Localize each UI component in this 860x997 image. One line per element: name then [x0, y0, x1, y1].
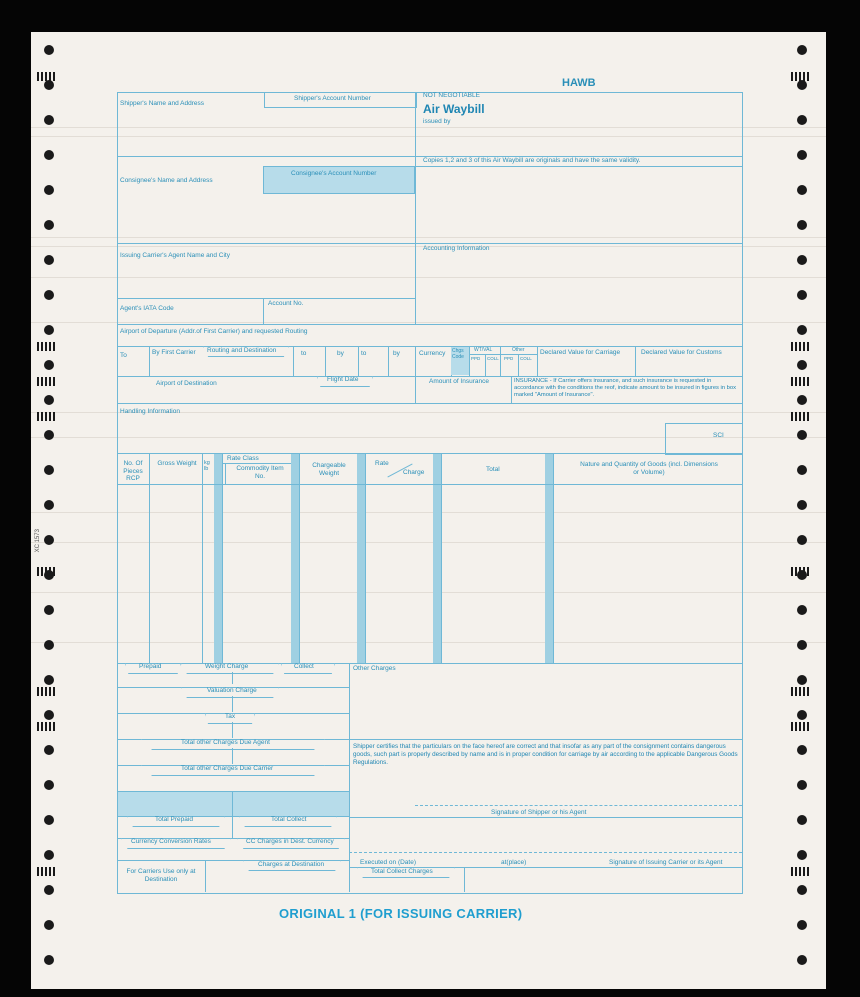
- cc-charges-label: CC Charges in Dest. Currency: [246, 838, 334, 845]
- perforation-slot: [37, 867, 57, 876]
- perforation-hole: [797, 360, 807, 370]
- ppd-2-label: PPD: [504, 356, 514, 361]
- nature-goods-header: Nature and Quantity of Goods (incl. Dimensions or Volume): [580, 461, 718, 476]
- perforation-slot: [791, 342, 811, 351]
- shaded-total-box: [118, 792, 349, 816]
- commodity-header: Commodity Item No.: [236, 465, 284, 480]
- perforation-hole: [44, 710, 54, 720]
- agent-account-label: Account No.: [268, 300, 304, 307]
- perforation-hole: [44, 675, 54, 685]
- perforation-hole: [797, 150, 807, 160]
- perforation-hole: [797, 220, 807, 230]
- currency-label: Currency: [419, 350, 446, 357]
- rate-header: Rate: [375, 460, 389, 467]
- perforation-hole: [797, 850, 807, 860]
- perforation-hole: [797, 430, 807, 440]
- consignee-account-label: Consignee's Account Number: [291, 170, 377, 177]
- perforation-slot: [37, 377, 57, 386]
- perforation-slot: [791, 687, 811, 696]
- consignee-name-label: Consignee's Name and Address: [120, 177, 213, 184]
- by-2-label: by: [337, 350, 344, 357]
- chgs-code-label: Chgs Code: [452, 348, 464, 360]
- flight-date-label: Flight Date: [327, 376, 359, 383]
- perforation-hole: [797, 955, 807, 965]
- agent-iata-label: Agent's IATA Code: [120, 305, 174, 312]
- perforation-hole: [797, 500, 807, 510]
- prepaid-label: Prepaid: [139, 663, 162, 670]
- perforation-hole: [797, 290, 807, 300]
- perforation-hole: [797, 885, 807, 895]
- perforation-hole: [44, 535, 54, 545]
- perforation-slot: [37, 72, 57, 81]
- to-3-label: to: [361, 350, 367, 357]
- perforation-hole: [797, 605, 807, 615]
- accounting-label: Accounting Information: [423, 245, 490, 252]
- chargeable-weight-header: Chargeable Weight: [312, 462, 346, 477]
- departure-label: Airport of Departure (Addr.of First Carrier) and requested Routing: [120, 328, 308, 335]
- perforation-hole: [797, 710, 807, 720]
- not-negotiable-label: NOT NEGOTIABLE: [423, 92, 480, 99]
- hawb-label: HAWB: [562, 77, 596, 89]
- gross-weight-header: Gross Weight: [157, 460, 197, 467]
- kg-lb-header: kg lb: [204, 460, 210, 472]
- coll-2-label: COLL: [520, 356, 532, 361]
- perforation-hole: [44, 220, 54, 230]
- perforation-slot: [37, 722, 57, 731]
- perforation-slot: [791, 412, 811, 421]
- shipper-account-label: Shipper's Account Number: [294, 95, 371, 102]
- perforation-hole: [44, 780, 54, 790]
- perforation-hole: [44, 150, 54, 160]
- perforation-hole: [797, 920, 807, 930]
- perforation-hole: [797, 325, 807, 335]
- charges-destination-label: Charges at Destination: [258, 861, 325, 868]
- executed-on-label: Executed on (Date): [360, 859, 417, 866]
- perforation-hole: [44, 325, 54, 335]
- perforation-slot: [37, 412, 57, 421]
- perforation-hole: [797, 255, 807, 265]
- total-header: Total: [486, 466, 500, 473]
- for-carriers-label: For Carriers Use only at Destination: [126, 868, 196, 883]
- wt-val-label: WT/VAL: [474, 347, 493, 353]
- perforation-hole: [797, 745, 807, 755]
- at-place-label: at(place): [501, 859, 527, 866]
- perforation-hole: [44, 500, 54, 510]
- perforation-hole: [797, 45, 807, 55]
- declared-customs-label: Declared Value for Customs: [641, 349, 722, 356]
- perforation-hole: [797, 185, 807, 195]
- perforation-slot: [37, 567, 57, 576]
- perforation-slot: [791, 867, 811, 876]
- other-label: Other: [512, 347, 525, 353]
- perforation-hole: [797, 465, 807, 475]
- perforation-hole: [44, 395, 54, 405]
- collect-label: Collect: [294, 663, 314, 670]
- tax-label: Tax: [225, 713, 236, 720]
- perforation-hole: [797, 115, 807, 125]
- original-copy-label: ORIGINAL 1 (FOR ISSUING CARRIER): [279, 906, 523, 921]
- perforation-hole: [44, 815, 54, 825]
- total-other-agent-label: Total other Charges Due Agent: [181, 739, 270, 746]
- perforation-hole: [797, 535, 807, 545]
- perforation-hole: [797, 675, 807, 685]
- perforation-slot: [791, 722, 811, 731]
- perforation-hole: [44, 955, 54, 965]
- perforation-hole: [44, 290, 54, 300]
- form-code: XC 1573: [34, 529, 41, 553]
- to-label: To: [120, 352, 127, 359]
- issued-by-label: issued by: [423, 118, 451, 125]
- perforation-hole: [44, 80, 54, 90]
- shipper-name-label: Shipper's Name and Address: [120, 100, 204, 107]
- air-waybill-title: Air Waybill: [423, 102, 485, 116]
- perforation-hole: [44, 255, 54, 265]
- signature-shipper-label: Signature of Shipper or his Agent: [491, 809, 587, 816]
- perforation-slot: [37, 342, 57, 351]
- weight-charge-label: Weight Charge: [205, 663, 249, 670]
- perforation-hole: [797, 815, 807, 825]
- perforation-hole: [44, 745, 54, 755]
- perforation-hole: [44, 430, 54, 440]
- rate-class-header: Rate Class: [227, 455, 259, 462]
- amount-insurance-label: Amount of Insurance: [429, 378, 489, 385]
- to-2-label: to: [301, 350, 307, 357]
- perforation-hole: [797, 640, 807, 650]
- routing-destination-label: Routing and Destination: [207, 347, 277, 354]
- perforation-hole: [44, 185, 54, 195]
- total-other-carrier-label: Total other Charges Due Carrier: [181, 765, 274, 772]
- charge-header: Charge: [403, 469, 425, 476]
- coll-1-label: COLL: [487, 356, 499, 361]
- ppd-1-label: PPD: [471, 356, 481, 361]
- other-charges-label: Other Charges: [353, 665, 396, 672]
- perforation-hole: [44, 465, 54, 475]
- declared-carriage-label: Declared Value for Carriage: [540, 349, 621, 356]
- perforation-hole: [44, 920, 54, 930]
- perforation-slot: [791, 377, 811, 386]
- valuation-charge-label: Valuation Charge: [207, 687, 257, 694]
- total-collect-label: Total Collect: [271, 816, 307, 823]
- perforation-hole: [44, 45, 54, 55]
- first-carrier-label: By First Carrier: [152, 349, 196, 356]
- signature-carrier-label: Signature of Issuing Carrier or its Agent: [609, 859, 723, 866]
- airport-destination-label: Airport of Destination: [156, 380, 217, 387]
- waybill-sheet: [31, 32, 826, 989]
- perforation-slot: [791, 567, 811, 576]
- perforation-hole: [44, 605, 54, 615]
- sci-label: SCI: [713, 432, 724, 439]
- copies-note: Copies 1,2 and 3 of this Air Waybill are originals and have the same validity.: [423, 157, 641, 164]
- total-collect-charges-label: Total Collect Charges: [371, 868, 433, 875]
- sci-box: [665, 423, 743, 455]
- currency-conversion-label: Currency Conversion Rates: [131, 838, 211, 845]
- perforation-hole: [44, 115, 54, 125]
- agent-name-label: Issuing Carrier's Agent Name and City: [120, 252, 230, 259]
- perforation-hole: [44, 885, 54, 895]
- perforation-slot: [791, 72, 811, 81]
- total-prepaid-label: Total Prepaid: [155, 816, 193, 823]
- handling-label: Handling Information: [120, 408, 180, 415]
- perforation-hole: [797, 80, 807, 90]
- perforation-hole: [44, 850, 54, 860]
- perforation-hole: [797, 780, 807, 790]
- pieces-header: No. Of Pieces RCP: [123, 460, 143, 482]
- perforation-hole: [44, 640, 54, 650]
- perforation-slot: [37, 687, 57, 696]
- insurance-note: INSURANCE - If Carrier offers insurance, and such insurance is requested in accordance with the conditions the reof, indicate amount to be insured in figures in box marked "Amount of Insurance".: [514, 378, 737, 398]
- perforation-hole: [797, 395, 807, 405]
- by-3-label: by: [393, 350, 400, 357]
- perforation-hole: [44, 360, 54, 370]
- shipper-certifies-text: Shipper certifies that the particulars on the face hereof are correct and that insofar as any part of the consignment contains dangerous goods, such part is properly described by name and is in proper condition for carriage by air according to the applicable Dangerous Goods Regulations.: [353, 743, 738, 766]
